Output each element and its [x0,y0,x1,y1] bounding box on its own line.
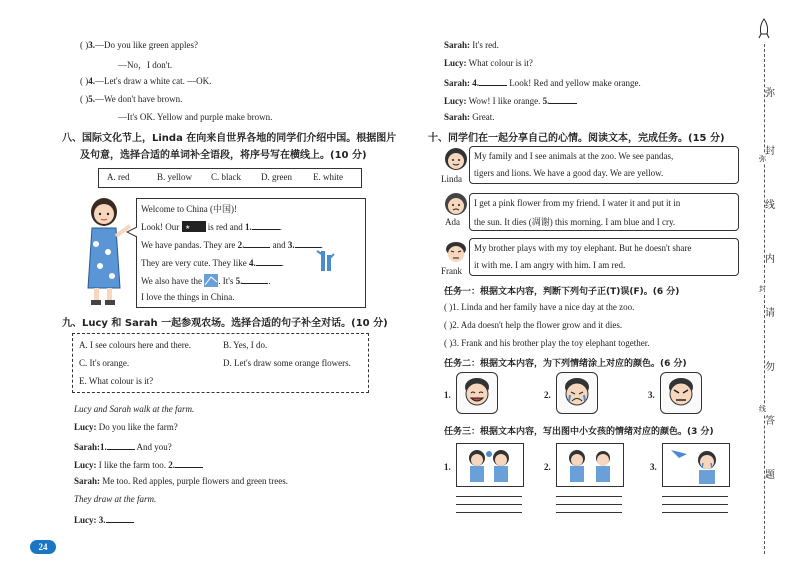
sec9-options-box [72,333,369,393]
task3-title: 任务三：根据文本内容，写出图中小女孩的情绪对应的颜色。(3 分) [444,427,714,437]
answer-paren[interactable]: ( ) [444,338,453,348]
task3-picture-2 [556,443,624,487]
chinese-flag-icon [182,221,206,232]
blank-num: 3. [98,515,106,525]
speaker: Lucy: [74,460,97,470]
blank-3[interactable] [106,513,134,523]
seal-char-6: 勿 [765,362,775,373]
task2-face-angry[interactable] [660,372,702,414]
r-line-4 [444,94,577,106]
linda-girl-illustration [78,192,134,310]
blank-3[interactable] [295,238,321,248]
passage-line-4: They are very cute. They like 4. . [141,258,285,268]
task3-picture-3 [662,443,730,487]
seal-small-mi: 弥 [759,155,766,163]
answer-line[interactable] [556,504,622,505]
blank-num: 4. [249,258,256,268]
dialogue-line-4 [74,458,203,470]
dialogue-line-5 [74,476,288,486]
blank-1[interactable] [107,440,135,450]
task2-num-1: 1. [444,390,451,400]
dialogue-line-6: They draw at the farm. [74,494,157,504]
sec8-passage-box [136,198,366,308]
dialogue-text: Wow! I like orange. [468,96,541,106]
item-text: 1. Linda and her family have a nice day at the zoo. [452,302,635,312]
sec8-options-box [98,168,362,188]
seal-char-2: 封 [765,146,775,157]
answer-line[interactable] [556,512,622,513]
q3-line2: —No，I don't. [118,60,173,70]
task1-title: 任务一：根据文本内容，判断下列句子正(T)误(F)。(6 分) [444,287,680,297]
linda-name: Linda [441,174,462,184]
item-text: 3. Frank and his brother play the toy elephant together. [452,338,650,348]
speaker: Lucy: [444,96,467,106]
speaker: Lucy: [444,58,467,68]
speaker: Sarah: [444,40,471,50]
frank-text-2: it with me. I am angry with him. I am red. [474,260,626,270]
blank-2[interactable] [175,458,203,468]
passage-text: We have pandas. They are [141,240,236,250]
dialogue-text: What colour is it? [468,58,533,68]
dialogue-text: Great. [472,112,495,122]
blank-4[interactable] [256,256,282,266]
answer-line[interactable] [662,496,728,497]
passage-line-3: We have pandas. They are 2. and 3. . [141,240,323,250]
speaker: Sarah: [74,476,101,486]
r-line-3 [444,76,641,88]
item-text: 2. Ada doesn't help the flower grow and it dies. [452,320,623,330]
seal-char-7: 答 [765,416,775,427]
seal-small-xian: 线 [759,405,766,413]
option-e: E. white [313,172,343,182]
speaker: Sarah: [444,112,471,122]
sec8-title-2: 及句意，选择合适的单词补全语段，将序号写在横线上。(10 分) [80,150,367,161]
q3-line1 [80,40,198,50]
passage-text: . It's [218,276,234,286]
passage-line-2: Look! Our ★ is red and 1. . [141,222,282,232]
q-num: 3. [88,40,95,50]
answer-line[interactable] [456,496,522,497]
answer-paren[interactable]: ( ) [444,320,453,330]
dialogue-text: And you? [136,442,172,452]
passage-line-5: We also have the . It's 5. . [141,276,271,286]
dialogue-text: It's red. [472,40,499,50]
blank-num: 5. [542,96,550,106]
speech-pointer [126,226,138,238]
ada-name: Ada [445,217,460,227]
blank-5[interactable] [549,94,577,104]
linda-text-1: My family and I see animals at the zoo. We see pandas, [474,151,674,161]
r-line-1 [444,40,499,50]
blank-num: 2. [237,240,245,250]
passage-text: and [272,240,286,250]
blank-num: 4. [472,78,480,88]
q-num: 5. [88,94,95,104]
dialogue-text: Do you like the farm? [98,422,178,432]
bamboo-icon [315,249,335,273]
blank-2[interactable] [244,238,270,248]
blank-num: 1. [100,442,107,452]
linda-text-2: tigers and lions. We have a good day. We are yellow. [474,168,664,178]
blank-5[interactable] [242,274,268,284]
task1-item-1 [444,302,634,312]
task3-picture-1 [456,443,524,487]
task1-item-2 [444,320,622,330]
dialogue-line-7 [74,513,134,525]
blank-num: 2. [168,460,175,470]
svg-text:★: ★ [184,225,190,231]
sec8-title-1: 八、国际文化节上，Linda 在向来自世界各地的同学们介绍中国。根据图片 [62,133,397,144]
seal-char-4: 内 [765,254,775,265]
q4-line1 [80,76,211,86]
option-a: A. I see colours here and there. [79,340,191,350]
dialogue-line-1: Lucy and Sarah walk at the farm. [74,404,195,414]
speaker: Lucy: [74,515,97,525]
dialogue-line-3 [74,440,172,452]
passage-text: They are very cute. They like [141,258,247,268]
task2-num-2: 2. [544,390,551,400]
answer-paren[interactable]: ( ) [80,76,89,86]
ada-avatar [444,192,468,216]
girl-crying-icon [663,444,729,486]
r-line-5 [444,112,495,122]
task3-num-1: 1. [444,462,451,472]
seal-char-3: 线 [765,200,775,211]
option-c: C. black [211,172,241,182]
task3-num-3: 3. [650,462,657,472]
ada-bubble [469,193,739,231]
sec10-title: 十、同学们在一起分享自己的心情。阅读文本，完成任务。(15 分) [428,133,725,144]
option-d: D. green [261,172,292,182]
page-number: 24 [30,540,56,554]
option-a: A. red [107,172,130,182]
dialogue-text: I like the farm too. [98,460,166,470]
option-b: B. Yes, I do. [223,340,268,350]
passage-line-1: Welcome to China (中国)! [141,204,237,214]
ada-text-1: I get a pink flower from my friend. I water it and put it in [474,198,681,208]
option-b: B. yellow [157,172,192,182]
girl-and-boy-icon [557,444,623,486]
blank-1[interactable] [252,220,280,230]
linda-avatar [444,147,468,173]
speaker: Sarah: [74,442,101,452]
task2-title: 任务二：根据文本内容，为下列情绪涂上对应的颜色。(6 分) [444,359,687,369]
answer-line[interactable] [556,496,622,497]
passage-text: We also have the [141,276,203,286]
task2-num-3: 3. [648,390,655,400]
ada-text: the sun. It dies (凋谢) this morning. I am blue and I cry. [474,217,676,227]
dialogue-text: Me too. Red apples, purple flowers and green trees. [102,476,288,486]
seal-char-1: 弥 [765,88,775,99]
passage-line-6: I love the things in China. [141,292,235,302]
ada-text-2 [474,215,675,228]
q5-line1 [80,94,182,104]
great-wall-icon [204,274,218,287]
answer-paren[interactable]: ( ) [80,40,89,50]
crying-face-icon [557,373,597,413]
r-line-2 [444,58,533,68]
frank-avatar [444,240,468,264]
task3-num-2: 2. [544,462,551,472]
speaker: Lucy: [74,422,97,432]
answer-line[interactable] [662,504,728,505]
seal-char-8: 题 [765,470,775,481]
answer-paren[interactable]: ( ) [444,302,453,312]
speaker: Sarah: [444,78,471,88]
sec9-title: 九、Lucy 和 Sarah 一起参观农场。选择合适的句子补全对话。(10 分) [62,318,388,329]
task1-item-3 [444,338,649,348]
q-text: —Do you like green apples? [95,40,198,50]
answer-paren[interactable]: ( ) [80,94,89,104]
answer-line[interactable] [662,512,728,513]
blank-4[interactable] [479,76,507,86]
answer-line[interactable] [456,504,522,505]
rocket-icon [757,18,771,40]
dialogue-line-2 [74,422,178,432]
q-num: 4. [88,76,95,86]
passage-text: Look! Our [141,222,180,232]
option-d: D. Let's draw some orange flowers. [223,358,351,368]
linda-bubble [469,146,739,184]
blank-num: 5. [235,276,243,286]
frank-bubble [469,238,739,276]
seal-char-5: 请 [765,308,775,319]
option-c: C. It's orange. [79,358,130,368]
frank-name: Frank [441,266,462,276]
blank-num: 1. [245,222,252,232]
q-text: —We don't have brown. [95,94,183,104]
frank-text-1: My brother plays with my toy elephant. But he doesn't share [474,243,692,253]
q-text: —Let's draw a white cat. —OK. [95,76,212,86]
task2-face-sad[interactable] [556,372,598,414]
passage-text: is red and [207,222,243,232]
task2-face-happy[interactable] [456,372,498,414]
happy-face-icon [457,373,497,413]
answer-line[interactable] [456,512,522,513]
q5-line2: —It's OK. Yellow and purple make brown. [118,112,273,122]
blank-num: 3. [287,240,295,250]
option-e: E. What colour is it? [79,376,154,386]
angry-face-icon [661,373,701,413]
dialogue-text: Look! Red and yellow make orange. [509,78,641,88]
girls-with-flowers-icon [457,444,523,486]
seal-small-feng: 封 [759,285,766,293]
